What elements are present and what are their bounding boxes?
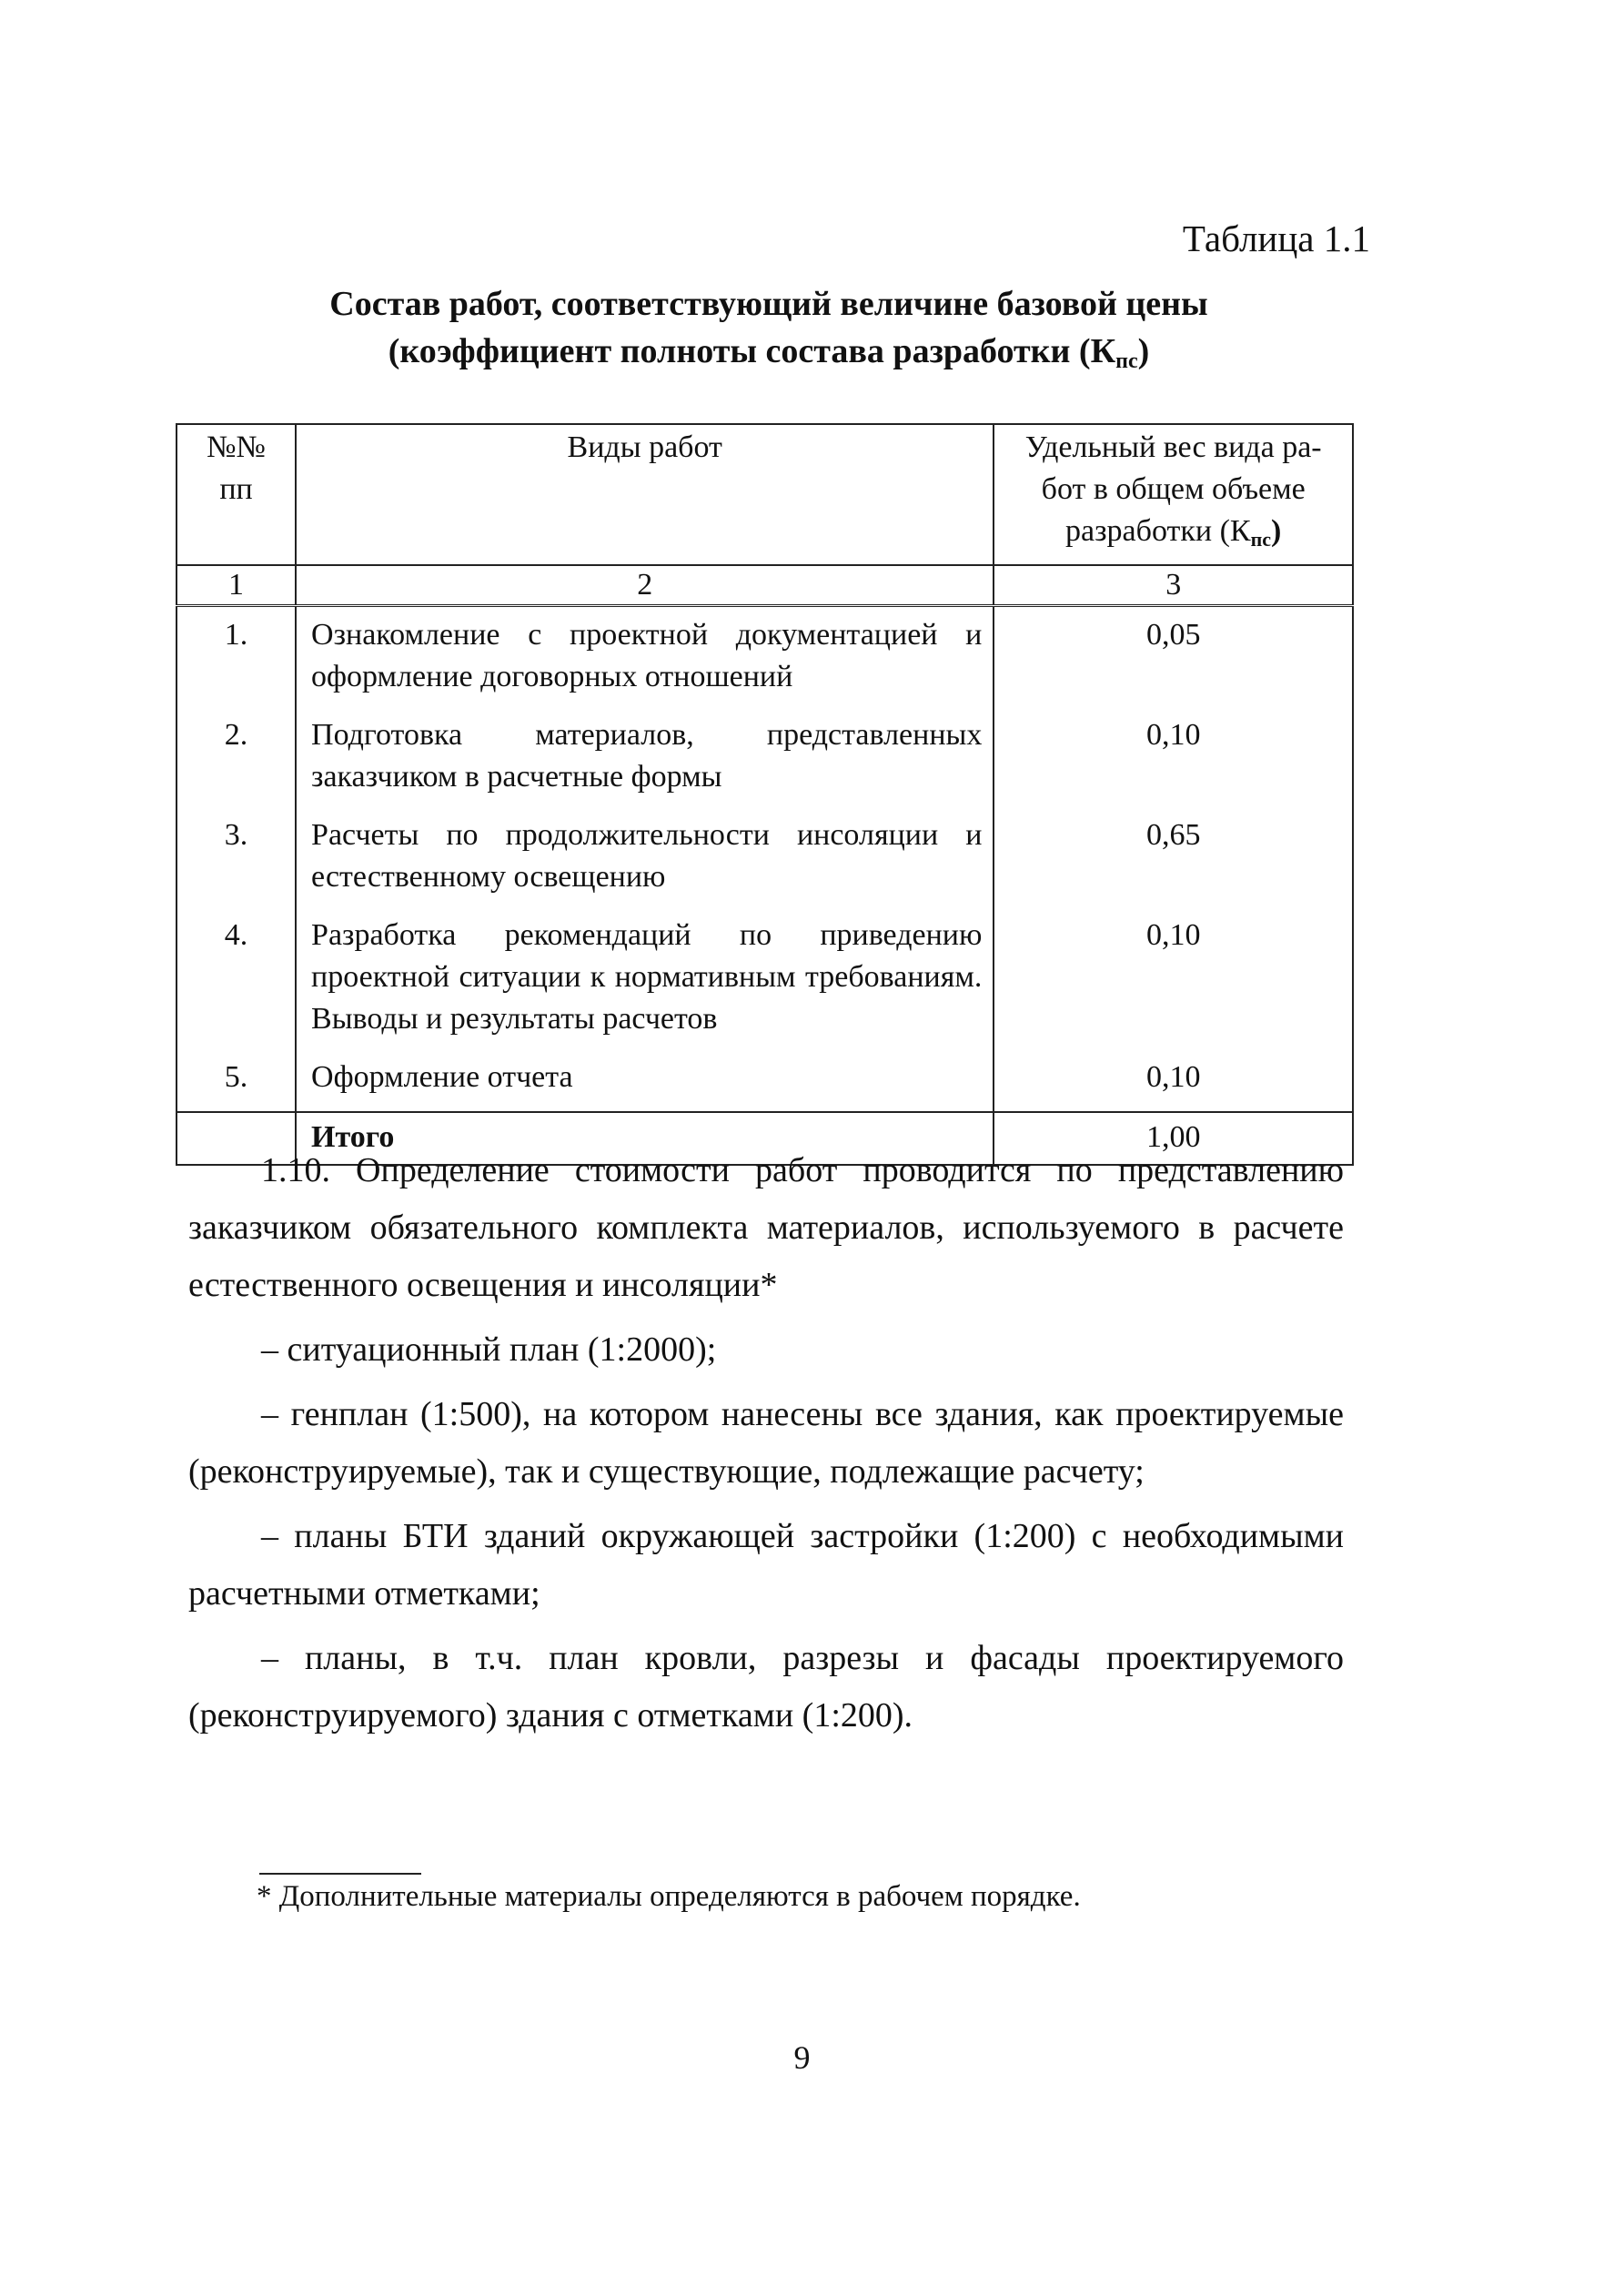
row-work bbox=[296, 907, 994, 1049]
column-number-3: 3 bbox=[994, 565, 1353, 606]
row-number: 5. bbox=[177, 1049, 296, 1112]
row-number: 1. bbox=[177, 606, 296, 708]
header-weight bbox=[994, 424, 1353, 565]
table-title-line2 bbox=[173, 328, 1365, 385]
row-work-text: Ознакомление с проектной документацией и оформление договорных отношений bbox=[311, 618, 983, 693]
row-number: 4. bbox=[177, 907, 296, 1049]
header-number-line1: №№ bbox=[207, 430, 266, 464]
row-work-text: Оформление отчета bbox=[311, 1060, 573, 1094]
table-title-line1: Состав работ, соответствующий величине базовой цены bbox=[329, 285, 1208, 323]
header-number-line2: пп bbox=[219, 472, 253, 506]
header-weight-line1: Удельный вес вида ра- bbox=[1024, 430, 1322, 464]
row-weight: 0,10 bbox=[994, 707, 1353, 807]
row-work bbox=[296, 707, 994, 807]
page-number: 9 bbox=[793, 2039, 811, 2076]
table-row bbox=[177, 807, 1353, 907]
table-header-row bbox=[177, 424, 1353, 565]
header-weight-line3-text: разработки (К bbox=[1065, 514, 1251, 548]
row-weight: 0,10 bbox=[994, 907, 1353, 1049]
table-title-line2-text: (коэффициент полноты состава разработки (К bbox=[388, 332, 1116, 370]
row-number: 2. bbox=[177, 707, 296, 807]
row-weight: 0,05 bbox=[994, 606, 1353, 708]
header-weight-subscript: пс bbox=[1250, 528, 1272, 551]
column-number-2: 2 bbox=[296, 565, 994, 606]
header-weight-closing: ) bbox=[1271, 514, 1282, 548]
row-number: 3. bbox=[177, 807, 296, 907]
column-number-1: 1 bbox=[177, 565, 296, 606]
row-work bbox=[296, 807, 994, 907]
works-table bbox=[176, 423, 1354, 1166]
table-caption: Таблица 1.1 bbox=[1182, 217, 1370, 259]
row-work bbox=[296, 606, 994, 708]
list-item: – ситуационный план (1:2000); bbox=[261, 1330, 717, 1369]
footnote: * Дополнительные материалы определяются в рабочем порядке. bbox=[257, 1880, 1081, 1913]
table-title-closing: ) bbox=[1137, 332, 1150, 370]
body-text bbox=[188, 1142, 1344, 1752]
total-weight: 1,00 bbox=[994, 1112, 1353, 1165]
paragraph-1-10: 1.10. Определение стоимости работ проводится по представлению заказчиком обязательного комплекта материалов, используемого в расчете естественного освещения и инсоляции* bbox=[188, 1151, 1344, 1304]
row-weight: 0,65 bbox=[994, 807, 1353, 907]
header-work-type: Виды работ bbox=[296, 424, 994, 565]
table-title-subscript: пс bbox=[1115, 349, 1138, 373]
total-label: Итого bbox=[311, 1120, 395, 1154]
column-number-row bbox=[177, 565, 1353, 606]
table-row bbox=[177, 1049, 1353, 1112]
table-title bbox=[173, 280, 1365, 385]
list-item: – генплан (1:500), на котором нанесены все здания, как проектируемые (реконструируемые), так и существующие, подлежащие расчету; bbox=[188, 1395, 1344, 1491]
row-work-text: Расчеты по продолжительности инсоляции и естественному освещению bbox=[311, 818, 983, 894]
list-item: – планы БТИ зданий окружающей застройки (1:200) с необходимыми расчетными отметками; bbox=[188, 1517, 1344, 1613]
row-work bbox=[296, 1049, 994, 1112]
row-weight: 0,10 bbox=[994, 1049, 1353, 1112]
row-work-text: Подготовка материалов, представленных заказчиком в расчетные формы bbox=[311, 718, 983, 794]
header-number bbox=[177, 424, 296, 565]
header-weight-line3 bbox=[994, 511, 1352, 561]
row-work-text: Разработка рекомендаций по приведению проектной ситуации к нормативным требованиям. Выводы и результаты расчетов bbox=[311, 918, 983, 1036]
table-row bbox=[177, 606, 1353, 708]
table-row bbox=[177, 907, 1353, 1049]
list-item: – планы, в т.ч. план кровли, разрезы и фасады проектируемого (реконструируемого) здания с отметками (1:200). bbox=[188, 1639, 1344, 1735]
table-row bbox=[177, 707, 1353, 807]
header-weight-line2: бот в общем объеме bbox=[1041, 472, 1306, 506]
